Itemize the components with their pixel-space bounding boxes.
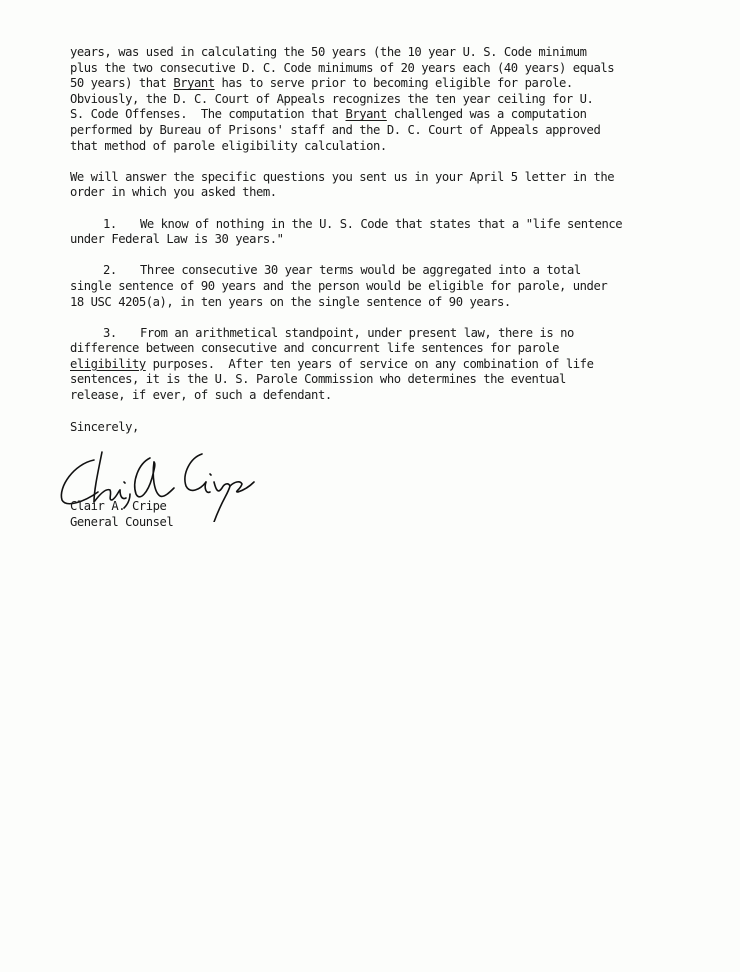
- text-line: under Federal Law is 30 years.": [70, 232, 284, 247]
- text-line: years, was used in calculating the 50 years (the 10 year U. S. Code minimum: [70, 45, 587, 59]
- answer-2: [70, 263, 690, 310]
- text-line: S. Code Offenses. The computation that Bryant challenged was a computation: [70, 107, 587, 122]
- paragraph-bryant-computation: [70, 45, 690, 154]
- answer-number: 2.: [103, 263, 117, 278]
- text-line: 18 USC 4205(a), in ten years on the single sentence of 90 years.: [70, 294, 511, 309]
- text-line: eligibility purposes. After ten years of service on any combination of life: [70, 356, 594, 371]
- letter-body: [70, 45, 690, 404]
- text-line: performed by Bureau of Prisons' staff and the D. C. Court of Appeals approved: [70, 122, 601, 137]
- text-line: difference between consecutive and concurrent life sentences for parole: [70, 341, 560, 356]
- text-line: that method of parole eligibility calculation.: [70, 138, 387, 153]
- paragraph-answer-intro: [70, 170, 690, 201]
- text-line: release, if ever, of such a defendant.: [70, 388, 332, 403]
- text-line: single sentence of 90 years and the person would be eligible for parole, under: [70, 278, 608, 293]
- text-line: 3. From an arithmetical standpoint, under present law, there is no: [103, 325, 574, 340]
- text-line: 50 years) that Bryant has to serve prior to becoming eligible for parole.: [70, 76, 573, 91]
- text-line: We will answer the specific questions you sent us in your April 5 letter in the: [70, 169, 615, 184]
- text-line: plus the two consecutive D. C. Code minimums of 20 years each (40 years) equals: [70, 60, 615, 75]
- text-line: sentences, it is the U. S. Parole Commission who determines the eventual: [70, 372, 566, 387]
- answer-number: 3.: [103, 325, 117, 340]
- text-line: Obviously, the D. C. Court of Appeals recognizes the ten year ceiling for U.: [70, 91, 594, 106]
- signature-block: [70, 420, 174, 529]
- text-line: 1. We know of nothing in the U. S. Code that states that a "life sentence: [103, 216, 623, 231]
- signer-title: General Counsel: [70, 514, 174, 529]
- answer-3: [70, 326, 690, 404]
- closing: Sincerely,: [70, 420, 139, 434]
- text-line: 2. Three consecutive 30 year terms would be aggregated into a total: [103, 263, 581, 278]
- text-line: order in which you asked them.: [70, 185, 277, 200]
- answer-1: [70, 217, 690, 248]
- signer: [70, 499, 173, 530]
- signer-name: Clair A. Cripe: [70, 499, 167, 513]
- answer-number: 1.: [103, 216, 117, 231]
